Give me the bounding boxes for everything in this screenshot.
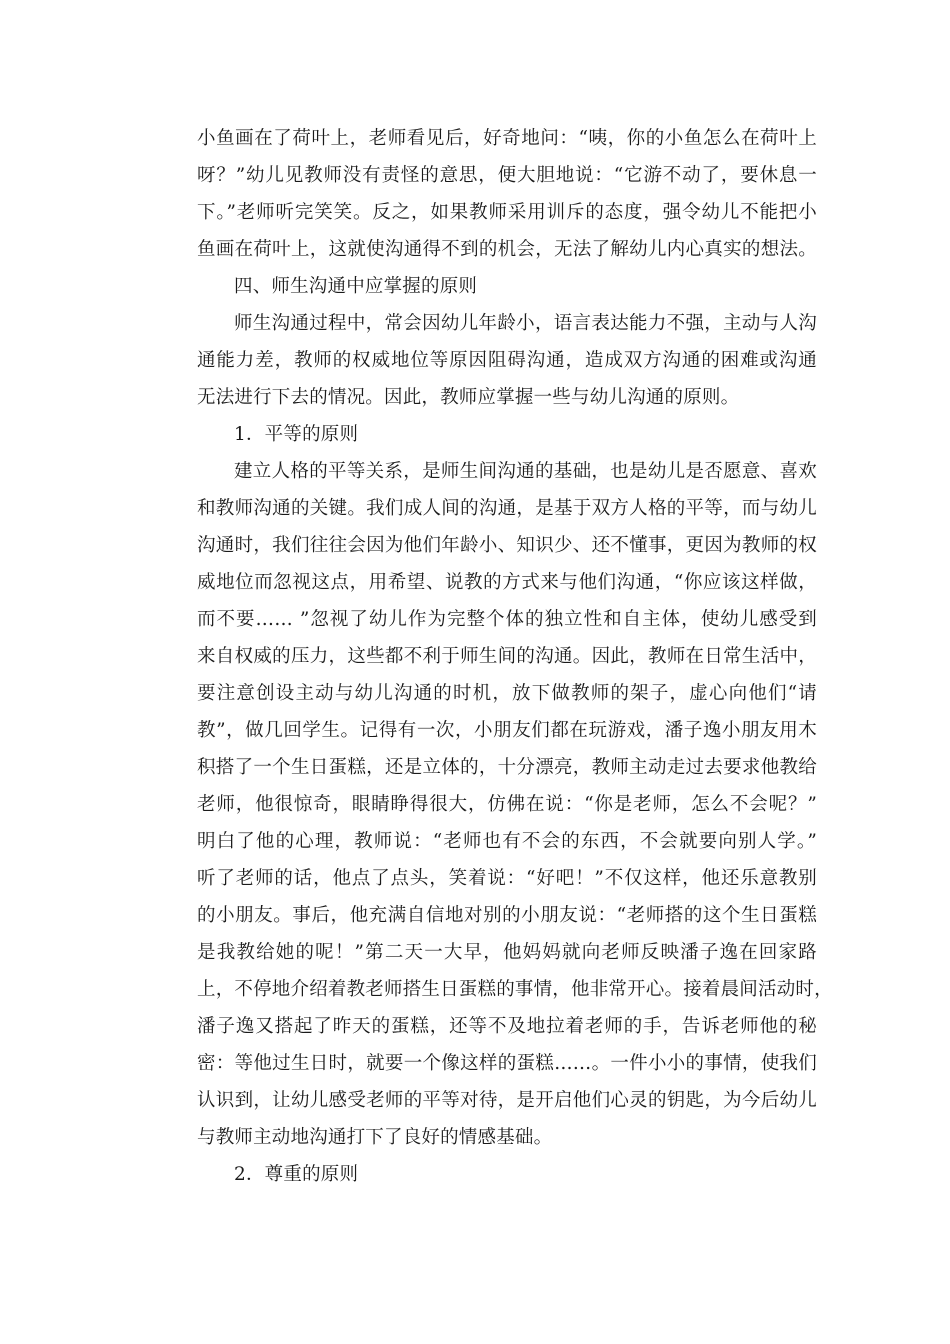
- subsection-heading: 1．平等的原则: [234, 424, 359, 445]
- paragraph-line: 要注意创设主动与幼儿沟通的时机，放下做教师的架子，虚心向他们“请: [197, 683, 817, 704]
- paragraph-line: 通能力差，教师的权威地位等原因阻碍沟通，造成双方沟通的困难或沟通: [197, 350, 817, 371]
- paragraph-line: 来自权威的压力，这些都不利于师生间的沟通。因此，教师在日常生活中，: [197, 646, 817, 667]
- paragraph-line: 鱼画在荷叶上，这就使沟通得不到的机会，无法了解幼儿内心真实的想法。: [197, 239, 817, 260]
- paragraph-line: 呀？”幼儿见教师没有责怪的意思，便大胆地说：“它游不动了，要休息一: [197, 165, 817, 186]
- paragraph-line: 而不要…… ”忽视了幼儿作为完整个体的独立性和自主体，使幼儿感受到: [197, 609, 817, 630]
- paragraph-line: 教”，做几回学生。记得有一次，小朋友们都在玩游戏，潘子逸小朋友用木: [197, 720, 817, 741]
- document-body: [197, 120, 833, 1193]
- paragraph-line: 密：等他过生日时，就要一个像这样的蛋糕……。一件小小的事情，使我们: [197, 1053, 817, 1074]
- section-heading: 四、师生沟通中应掌握的原则: [234, 276, 478, 297]
- subsection-heading: 2．尊重的原则: [234, 1164, 359, 1185]
- paragraph-line: 明白了他的心理，教师说：“老师也有不会的东西，不会就要向别人学。”: [197, 831, 817, 852]
- paragraph-line: 积搭了一个生日蛋糕，还是立体的，十分漂亮，教师主动走过去要求他教给: [197, 757, 817, 778]
- paragraph-line: 老师，他很惊奇，眼睛睁得很大，仿佛在说：“你是老师，怎么不会呢？”: [197, 794, 817, 815]
- paragraph-line: 上，不停地介绍着教老师搭生日蛋糕的事情，他非常开心。接着晨间活动时，: [197, 979, 833, 1000]
- paragraph-line: 沟通时，我们往往会因为他们年龄小、知识少、还不懂事，更因为教师的权: [197, 535, 817, 556]
- paragraph-line: 潘子逸又搭起了昨天的蛋糕，还等不及地拉着老师的手，告诉老师他的秘: [197, 1016, 817, 1037]
- paragraph-line: 与教师主动地沟通打下了良好的情感基础。: [197, 1127, 553, 1148]
- paragraph-line: 是我教给她的呢！”第二天一大早，他妈妈就向老师反映潘子逸在回家路: [197, 942, 817, 963]
- paragraph-line: 听了老师的话，他点了点头，笑着说：“好吧！”不仅这样，他还乐意教别: [197, 868, 817, 889]
- paragraph-line: 威地位而忽视这点，用希望、说教的方式来与他们沟通，“你应该这样做，: [197, 572, 817, 593]
- paragraph-line: 认识到，让幼儿感受老师的平等对待，是开启他们心灵的钥匙，为今后幼儿: [197, 1090, 817, 1111]
- paragraph-line: 无法进行下去的情况。因此，教师应掌握一些与幼儿沟通的原则。: [197, 387, 740, 408]
- paragraph-line: 和教师沟通的关键。我们成人间的沟通，是基于双方人格的平等，而与幼儿: [197, 498, 817, 519]
- paragraph-line: 建立人格的平等关系，是师生间沟通的基础，也是幼儿是否愿意、喜欢: [234, 461, 817, 482]
- paragraph-line: 下。”老师听完笑笑。反之，如果教师采用训斥的态度，强令幼儿不能把小: [197, 202, 817, 223]
- paragraph-line: 小鱼画在了荷叶上，老师看见后，好奇地问：“咦，你的小鱼怎么在荷叶上: [197, 128, 817, 149]
- paragraph-line: 师生沟通过程中，常会因幼儿年龄小，语言表达能力不强，主动与人沟: [234, 313, 817, 334]
- paragraph-line: 的小朋友。事后，他充满自信地对别的小朋友说：“老师搭的这个生日蛋糕: [197, 905, 817, 926]
